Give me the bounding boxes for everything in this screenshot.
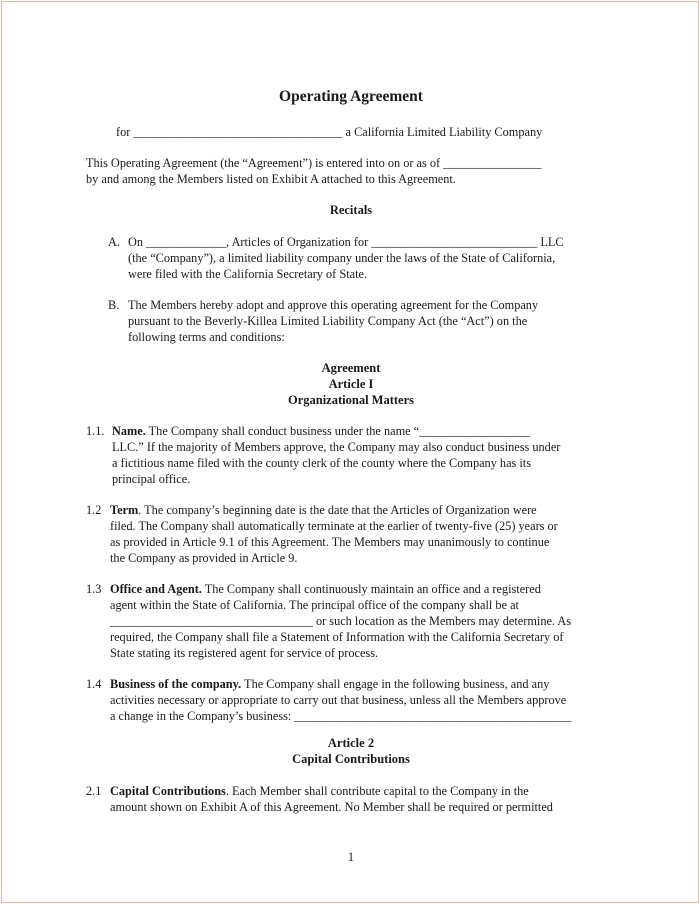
section-2-1-heading: Capital Contributions (110, 784, 226, 798)
article2-title: Capital Contributions (292, 752, 410, 766)
section-1-3-line-4: required, the Company shall file a Statement of Information with the California Secretary of (110, 630, 564, 644)
section-1-1-first-line (112, 423, 530, 439)
recital-a-line-1: On _____________, Articles of Organization for ___________________________ LLC (128, 235, 564, 249)
section-2-1-first-text: . Each Member shall contribute capital to the Company in the (225, 784, 529, 798)
section-2-1-first-line (110, 783, 529, 799)
section-1-3-first-line (110, 581, 541, 597)
section-1-3-line-2: agent within the State of California. The principal office of the company shall be at (110, 598, 519, 612)
section-1-4-first-line (110, 676, 549, 692)
recital-b-line-2: pursuant to the Beverly-Killea Limited Liability Company Act (the “Act”) on the (128, 314, 528, 328)
page-number: 1 (347, 850, 355, 864)
section-2-1-number: 2.1 (86, 784, 102, 798)
section-1-1-line-4: principal office. (112, 472, 191, 486)
section-1-2-line-3: as provided in Article 9.1 of this Agreement. The Members may unanimously to continue (110, 535, 550, 549)
article1-title: Organizational Matters (287, 393, 414, 407)
section-1-1-line-2: LLC.” If the majority of Members approve, the Company may also conduct business under (112, 440, 561, 454)
article2-heading: Article 2 (327, 736, 375, 750)
recital-a-line-3: were filed with the California Secretary of State. (128, 267, 368, 281)
section-1-3-first-text: The Company shall continuously maintain an office and a registered (201, 582, 541, 596)
document-title: Operating Agreement (279, 88, 423, 105)
section-1-3-line-3: _________________________________ or such location as the Members may determine. As (110, 614, 572, 628)
section-1-1-first-text: The Company shall conduct business under the name “__________________ (145, 424, 530, 438)
article1-heading: Article I (328, 377, 374, 391)
section-1-3-heading: Office and Agent. (110, 582, 202, 596)
intro-line-2: by and among the Members listed on Exhibit A attached to this Agreement. (86, 172, 456, 186)
section-1-2-number: 1.2 (86, 503, 102, 517)
agreement-heading: Agreement (321, 361, 381, 375)
recitals-heading: Recitals (329, 203, 373, 217)
section-1-2-first-text: . The company’s beginning date is the date that the Articles of Organization were (138, 503, 537, 517)
recital-a-line-2: (the “Company”), a limited liability company under the laws of the State of California, (128, 251, 556, 265)
section-1-4-line-3: a change in the Company’s business: _____________________________________________ (110, 709, 572, 723)
section-1-4-line-2: activities necessary or appropriate to carry out that business, unless all the Members approve (110, 693, 567, 707)
section-1-4-first-text: The Company shall engage in the following business, and any (241, 677, 550, 691)
recital-a-label: A. (108, 235, 120, 249)
section-1-1-heading: Name. (112, 424, 146, 438)
recital-b-label: B. (108, 298, 120, 312)
section-1-2-heading: Term (110, 503, 139, 517)
recital-b-line-1: The Members hereby adopt and approve this operating agreement for the Company (128, 298, 539, 312)
section-1-1-number: 1.1. (86, 424, 105, 438)
section-2-1-line-2: amount shown on Exhibit A of this Agreement. No Member shall be required or permitted (110, 800, 553, 814)
section-1-4-heading: Business of the company. (110, 677, 242, 691)
section-1-2-line-4: the Company as provided in Article 9. (110, 551, 298, 565)
section-1-2-line-2: filed. The Company shall automatically terminate at the earlier of twenty-five (25) years or (110, 519, 558, 533)
section-1-2-first-line (110, 502, 537, 518)
section-1-3-line-5: State stating its registered agent for service of process. (110, 646, 379, 660)
recital-b-line-3: following terms and conditions: (128, 330, 285, 344)
for-line: for __________________________________ a California Limited Liability Company (116, 125, 543, 139)
intro-line-1: This Operating Agreement (the “Agreement”) is entered into on or as of ________________ (86, 156, 542, 170)
section-1-4-number: 1.4 (86, 677, 102, 691)
section-1-1-line-3: a fictitious name filed with the county clerk of the county where the Company has its (112, 456, 532, 470)
section-1-3-number: 1.3 (86, 582, 102, 596)
document-page (1, 1, 699, 903)
